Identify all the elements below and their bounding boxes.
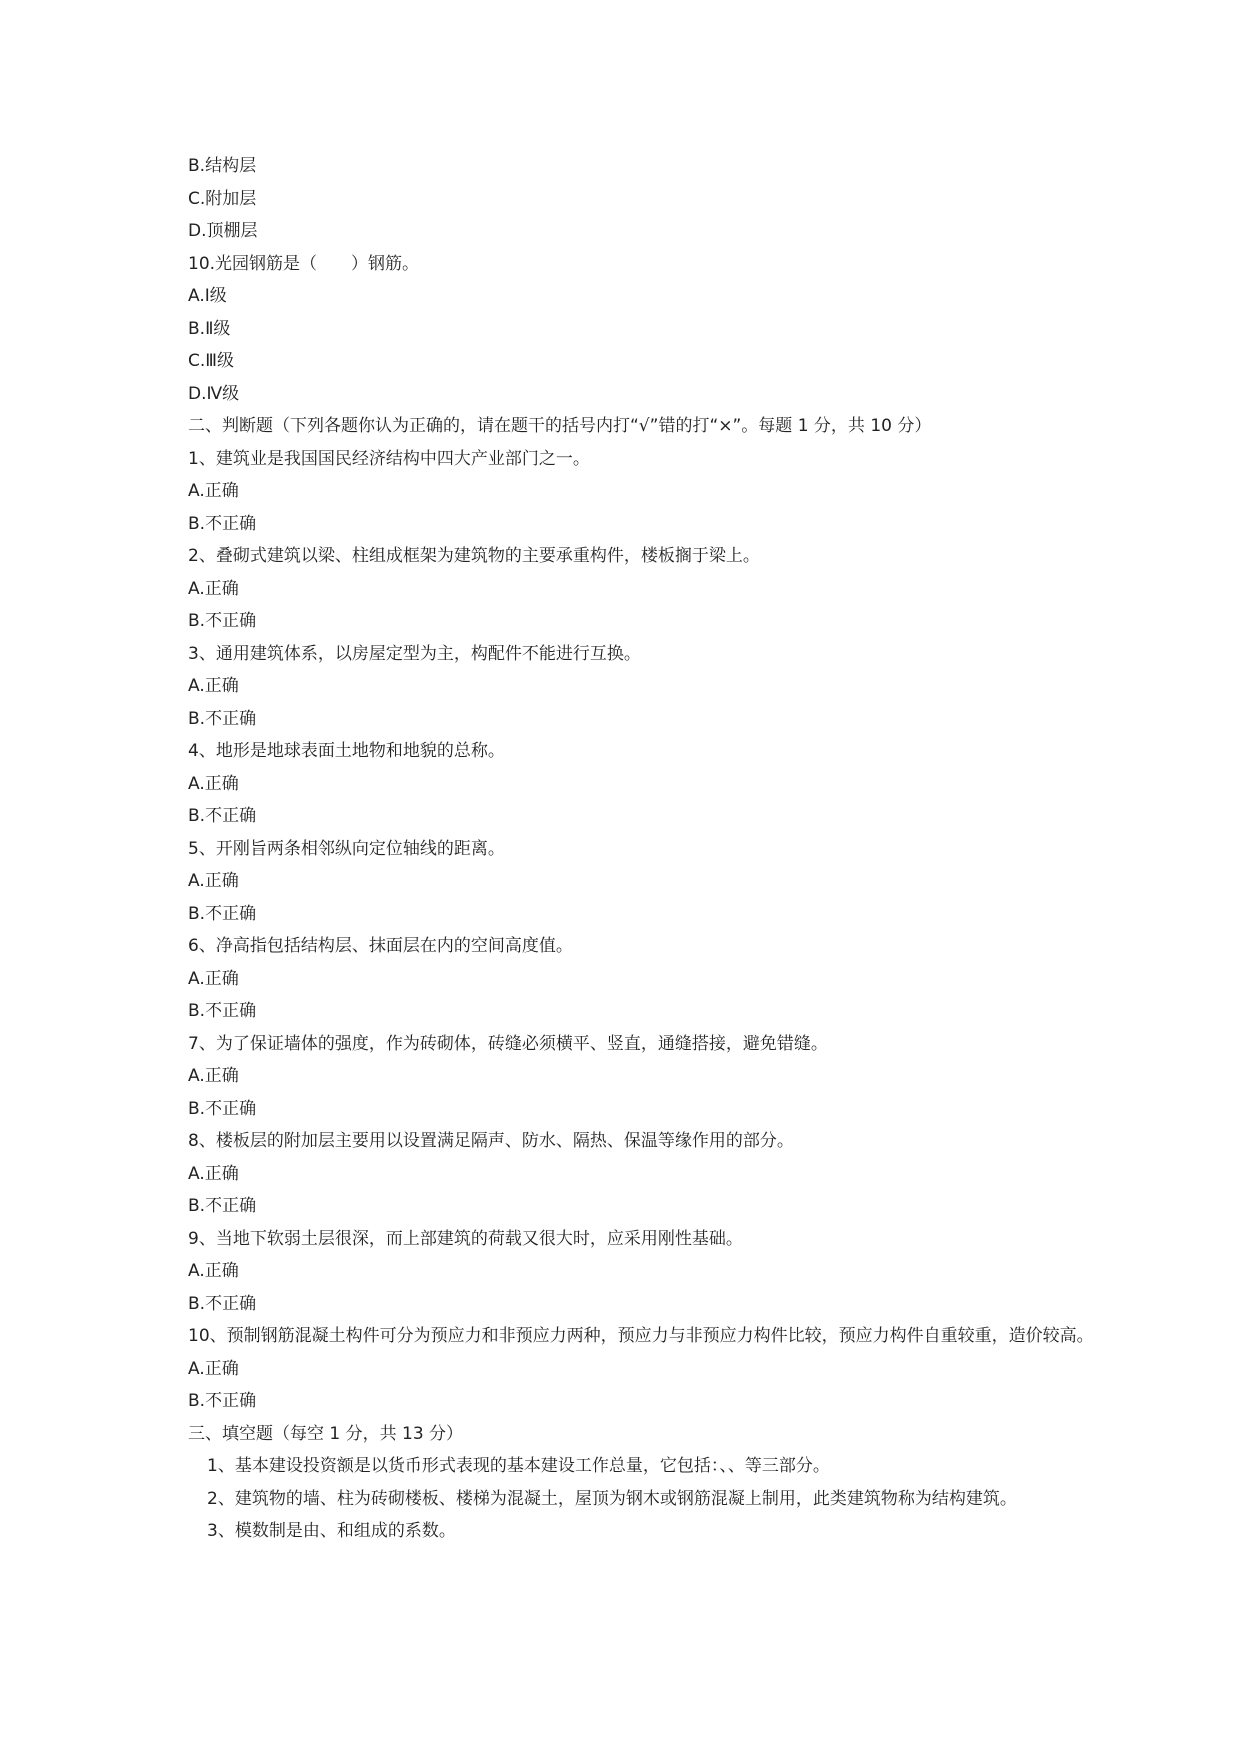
- option-d: D.顶棚层: [188, 221, 258, 241]
- option-d: D.Ⅳ级: [188, 383, 240, 404]
- question-stem: 3、通用建筑体系，以房屋定型为主，构配件不能进行互换。: [188, 643, 641, 664]
- option-a: A.正确: [188, 578, 239, 599]
- option-c: C.Ⅲ级: [188, 351, 234, 371]
- question-stem: 8、楼板层的附加层主要用以设置满足隔声、防水、隔热、保温等缘作用的部分。: [188, 1131, 794, 1151]
- section-heading: 三、填空题（每空 1 分，共 13 分）: [188, 1423, 464, 1444]
- option-b: B.Ⅱ级: [188, 318, 231, 339]
- question-stem: 9、当地下软弱土层很深，而上部建筑的荷载又很大时，应采用刚性基础。: [188, 1228, 743, 1249]
- option-b: B.不正确: [188, 513, 257, 534]
- option-a: A.正确: [188, 968, 239, 989]
- question-stem: 7、为了保证墙体的强度，作为砖砌体，砖缝必须横平、竖直，通缝搭接，避免错缝。: [188, 1033, 828, 1054]
- fill-blank-item: 2、建筑物的墙、柱为砖砌楼板、楼梯为混凝土，屋顶为钢木或钢筋混凝上制用，此类建筑物称为结构建筑。: [207, 1488, 1017, 1509]
- option-c: C.附加层: [188, 188, 257, 209]
- question-stem: 10、预制钢筋混凝土构件可分为预应力和非预应力两种，预应力与非预应力构件比较，预应力构件自重较重，造价较高。: [188, 1326, 1094, 1346]
- option-a: A.正确: [188, 1163, 239, 1184]
- option-a: A.Ⅰ级: [188, 286, 227, 306]
- section-heading: 二、判断题（下列各题你认为正确的，请在题干的括号内打“√”错的打“×”。每题 1 分，共 10 分）: [188, 416, 932, 436]
- option-b: B.结构层: [188, 156, 257, 176]
- question-stem: 2、叠砌式建筑以梁、柱组成框架为建筑物的主要承重构件，楼板搁于梁上。: [188, 546, 760, 566]
- question-stem: 10.光园钢筋是（ ）钢筋。: [188, 253, 420, 274]
- question-stem: 1、建筑业是我国国民经济结构中四大产业部门之一。: [188, 448, 590, 469]
- option-a: A.正确: [188, 871, 239, 891]
- fill-blank-item: 3、模数制是由、和组成的系数。: [207, 1521, 456, 1541]
- option-b: B.不正确: [188, 1001, 257, 1021]
- option-a: A.正确: [188, 676, 239, 696]
- option-b: B.不正确: [188, 708, 257, 729]
- option-b: B.不正确: [188, 1293, 257, 1314]
- exam-page: [188, 150, 1148, 1548]
- option-b: B.不正确: [188, 1391, 257, 1411]
- question-stem: 6、净高指包括结构层、抹面层在内的空间高度值。: [188, 936, 573, 956]
- fill-blank-item: 1、基本建设投资额是以货币形式表现的基本建设工作总量，它包括：、、等三部分。: [207, 1456, 830, 1476]
- option-a: A.正确: [188, 773, 239, 794]
- question-stem: 5、开刚旨两条相邻纵向定位轴线的距离。: [188, 838, 505, 859]
- option-a: A.正确: [188, 1066, 239, 1086]
- question-stem: 4、地形是地球表面土地物和地貌的总称。: [188, 741, 505, 761]
- option-a: A.正确: [188, 1358, 239, 1379]
- option-b: B.不正确: [188, 1196, 257, 1216]
- option-b: B.不正确: [188, 903, 257, 924]
- option-b: B.不正确: [188, 1098, 257, 1119]
- option-b: B.不正确: [188, 611, 257, 631]
- option-a: A.正确: [188, 481, 239, 501]
- option-a: A.正确: [188, 1261, 239, 1281]
- option-b: B.不正确: [188, 806, 257, 826]
